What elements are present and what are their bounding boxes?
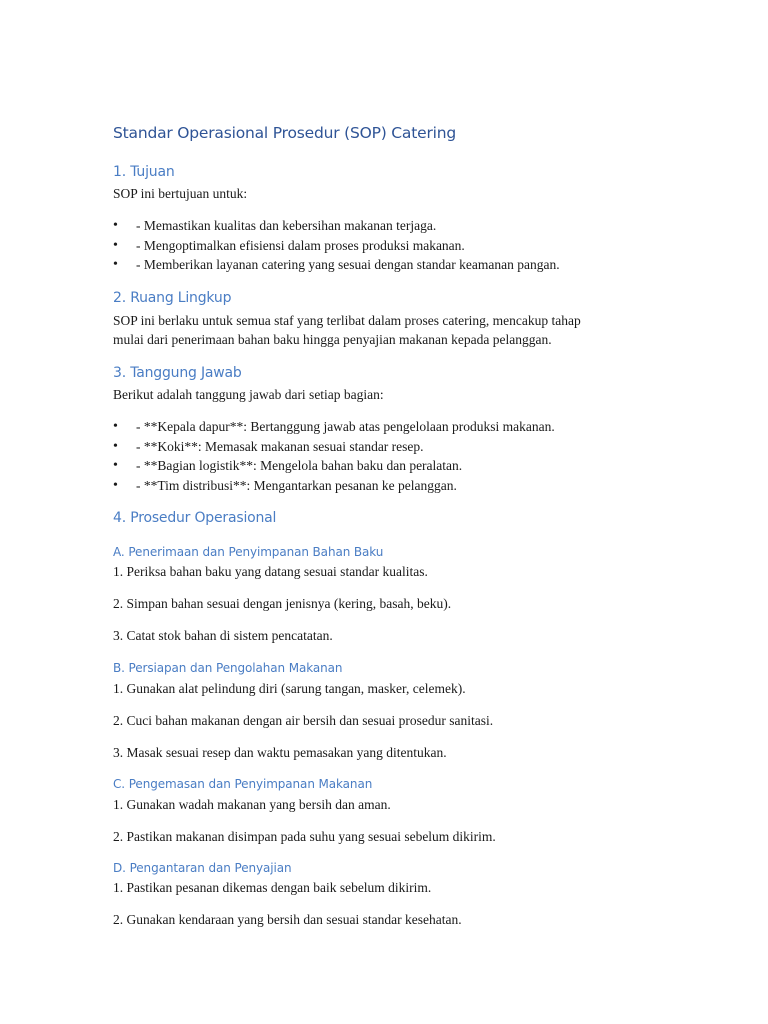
bullet-icon: • [113,477,118,493]
tujuan-bullet-list [113,216,560,275]
procedure-step: 1. Gunakan alat pelindung diri (sarung tangan, masker, celemek). [113,681,466,696]
procedure-step: 2. Pastikan makanan disimpan pada suhu yang sesuai sebelum dikirim. [113,829,496,844]
list-item: • - **Kepala dapur**: Bertanggung jawab atas pengelolaan produksi makanan. [113,417,555,437]
procedure-step: 3. Masak sesuai resep dan waktu pemasakan yang ditentukan. [113,745,447,760]
document-title: Standar Operasional Prosedur (SOP) Catering [113,124,456,142]
tanggung-jawab-bullet-list [113,417,555,495]
tanggung-jawab-intro: Berikut adalah tanggung jawab dari setiap bagian: [113,387,384,402]
ruang-lingkup-line: mulai dari penerimaan bahan baku hingga penyajian makanan kepada pelanggan. [113,332,552,347]
bullet-icon: • [113,458,118,473]
list-item: • - **Bagian logistik**: Mengelola bahan baku dan peralatan. [113,456,555,476]
subsection-heading-b: B. Persiapan dan Pengolahan Makanan [113,661,343,675]
procedure-step: 3. Catat stok bahan di sistem pencatatan. [113,628,333,643]
subsection-heading-a: A. Penerimaan dan Penyimpanan Bahan Baku [113,545,384,559]
procedure-step: 2. Gunakan kendaraan yang bersih dan sesuai standar kesehatan. [113,912,462,927]
procedure-step: 2. Cuci bahan makanan dengan air bersih dan sesuai prosedur sanitasi. [113,713,494,728]
section-heading-tujuan: 1. Tujuan [113,164,175,180]
bullet-icon: • [113,257,118,272]
section-heading-ruang-lingkup: 2. Ruang Lingkup [113,290,232,306]
bullet-icon: • [113,419,118,434]
tujuan-intro: SOP ini bertujuan untuk: [113,186,248,201]
procedure-step: 2. Simpan bahan sesuai dengan jenisnya (kering, basah, beku). [113,596,452,611]
subsection-heading-d: D. Pengantaran dan Penyajian [113,861,292,875]
bullet-icon: • [113,218,118,233]
list-item: • - **Tim distribusi**: Mengantarkan pesanan ke pelanggan. [113,476,555,496]
list-item: • - Memastikan kualitas dan kebersihan makanan terjaga. [113,216,560,236]
procedure-step: 1. Pastikan pesanan dikemas dengan baik sebelum dikirim. [113,880,432,895]
section-heading-tanggung-jawab: 3. Tanggung Jawab [113,365,242,381]
bullet-icon: • [113,237,118,253]
subsection-heading-c: C. Pengemasan dan Penyimpanan Makanan [113,777,373,791]
procedure-step: 1. Gunakan wadah makanan yang bersih dan aman. [113,797,391,812]
ruang-lingkup-line: SOP ini berlaku untuk semua staf yang terlibat dalam proses catering, mencakup tahap [113,313,581,328]
list-item: • - Memberikan layanan catering yang sesuai dengan standar keamanan pangan. [113,255,560,275]
procedure-step: 1. Periksa bahan baku yang datang sesuai standar kualitas. [113,564,428,579]
list-item: • - **Koki**: Memasak makanan sesuai standar resep. [113,437,555,457]
bullet-icon: • [113,438,118,454]
list-item: • - Mengoptimalkan efisiensi dalam proses produksi makanan. [113,236,560,256]
section-heading-prosedur: 4. Prosedur Operasional [113,510,277,526]
